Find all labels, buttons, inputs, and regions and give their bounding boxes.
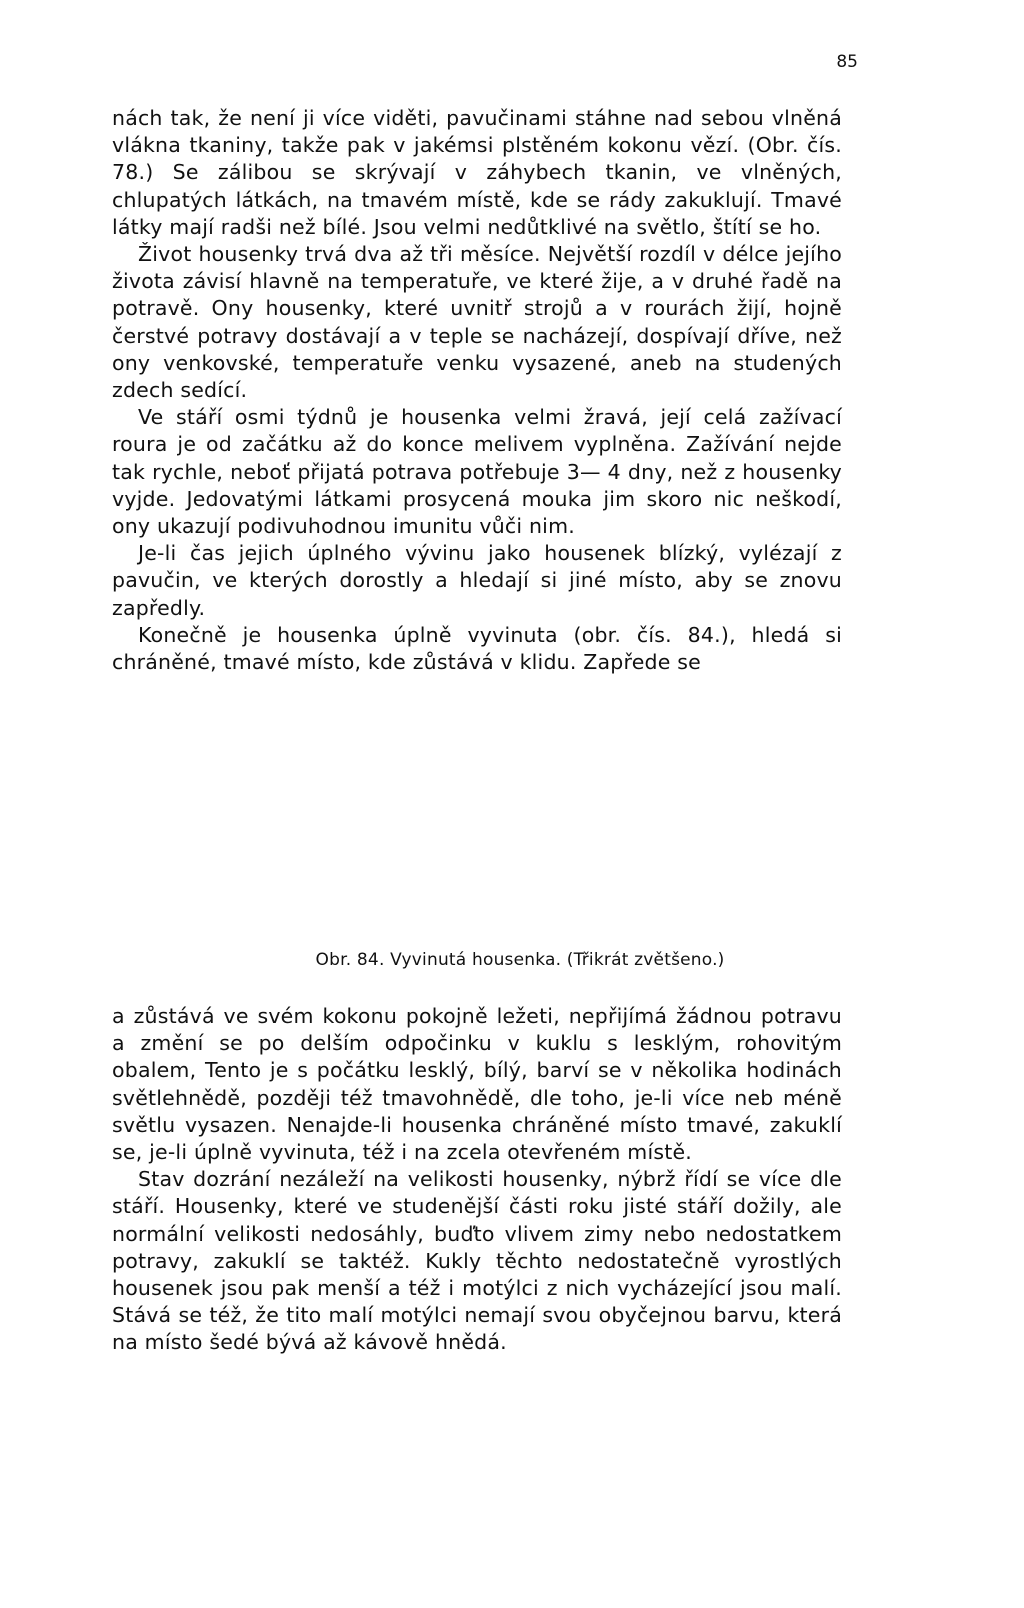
paragraph: Ve stáří osmi týdnů je housenka velmi žravá, její celá zažívací roura je od začátku až do konce melivem vyplněna. Zažívání nejde tak rychle, neboť přijatá potrava potřebuje 3— 4 dny, než z housenky vyjde. Jedovatými látkami prosycená mouka jim skoro nic neškodí, ony ukazují podivuhodnou imunitu vůči nim. [112,405,842,539]
page-number: 85 [836,52,858,72]
paragraph: Život housenky trvá dva až tři měsíce. Největší rozdíl v délce jejího života závisí hlavně na temperatuře, ve které žije, a v druhé řadě na potravě. Ony housenky, které uvnitř strojů a v rourách žijí, hojně čerstvé potravy dostávají a v teple se nacházejí, dospívají dříve, než ony venkovské, temperatuře venku vysazené, aneb na studených zdech sedící. [112,242,842,403]
figure-caption: Obr. 84. Vyvinutá housenka. (Třikrát zvětšeno.) [315,950,725,970]
paragraph: Stav dozrání nezáleží na velikosti housenky, nýbrž řídí se více dle stáří. Housenky, které ve studenější části roku jisté stáří dožily, ale normální velikosti nedosáhly, buďto vlivem zimy nebo nedostatkem potravy, zakuklí se taktéž. Kukly těchto nedostatečně vyrostlých housenek jsou pak menší a též i motýlci z nich vycházející jsou malí. Stává se též, že tito malí motýlci nemají svou obyčejnou barvu, která na místo šedé bývá až kávově hnědá. [112,1167,842,1355]
lower-text-block [112,1003,842,1357]
paragraph: a zůstává ve svém kokonu pokojně ležeti, nepřijímá žádnou potravu a změní se po delším odpočinku v kuklu s lesklým, rohovitým obalem, Tento je s počátku lesklý, bílý, barví se v několika hodinách světlehnědě, později též tmavohnědě, dle toho, je-li více neb méně světlu vysazen. Nenajde-li housenka chráněné místo tmavé, zakuklí se, je-li úplně vyvinuta, též i na zcela otevřeném místě. [112,1004,842,1165]
upper-text-block [112,105,842,676]
paragraph: Je-li čas jejich úplného vývinu jako housenek blízký, vylézají z pavučin, ve kterých dorostly a hledají si jiné místo, aby se znovu zapředly. [112,541,842,620]
paragraph: Konečně je housenka úplně vyvinuta (obr. čís. 84.), hledá si chráněné, tmavé místo, kde zůstává v klidu. Zapřede se [112,622,842,675]
paragraph: nách tak, že není ji více viděti, pavučinami stáhne nad sebou vlněná vlákna tkaniny, takže pak v jakémsi plstěném kokonu vězí. (Obr. čís. 78.) Se zálibou se skrývají v záhybech tkanin, ve vlněných, chlupatých látkách, na tmavém místě, kde se rády zakuklují. Tmavé látky mají radši než bílé. Jsou velmi nedůtklivé na světlo, štítí se ho. [112,106,842,239]
